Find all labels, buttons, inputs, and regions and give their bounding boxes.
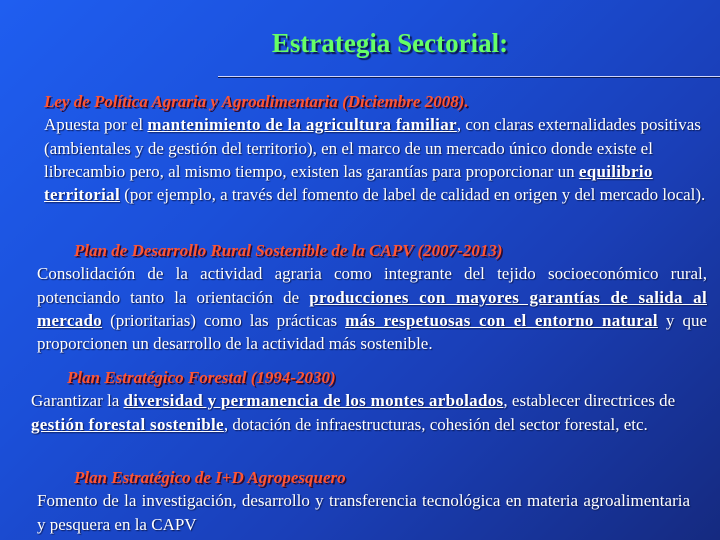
section-heading: Ley de Política Agraria y Agroalimentaria (Diciembre 2008).: [44, 92, 469, 111]
section-plan-idi-agropesquero: [37, 466, 690, 536]
section-body: [37, 262, 707, 355]
body-text: , dotación de infraestructuras, cohesión del sector forestal, etc.: [223, 414, 648, 434]
emphasis-text: diversidad y permanencia de los montes arbolados: [123, 391, 504, 411]
section-plan-desarrollo-rural: [37, 239, 707, 355]
body-text: , con claras externalidades positivas (ambientales y de gestión del territorio), en el marco de un mercado único donde existe el librecambio pero, al mismo tiempo, existen las garantías para proporcionar un: [44, 115, 701, 181]
emphasis-text: equilibrio territorial: [44, 161, 653, 205]
body-text: Garantizar la: [31, 391, 124, 411]
emphasis-text: más respetuosas con el entorno natural: [345, 310, 658, 330]
section-body: [37, 489, 690, 536]
body-text: (prioritarias) como las prácticas: [102, 310, 346, 330]
body-text: , establecer directrices de: [503, 391, 676, 411]
section-plan-forestal: [31, 366, 707, 436]
body-text: Fomento de la investigación, desarrollo y transferencia tecnológica en materia agroalimentaria y pesquera en la CAPV: [37, 491, 690, 534]
section-heading: Plan Estratégico Forestal (1994-2030): [67, 368, 336, 387]
section-body: [31, 389, 707, 436]
emphasis-text: mantenimiento de la agricultura familiar: [147, 115, 457, 135]
emphasis-text: producciones con mayores garantías de salida al mercado: [37, 287, 708, 330]
body-text: (por ejemplo, a través del fomento de label de calidad en origen y del mercado local).: [119, 185, 706, 205]
body-text: Apuesta por el: [44, 115, 148, 135]
slide-title: Estrategia Sectorial:: [271, 28, 509, 58]
body-text: y que proporcionen un desarrollo de la actividad más sostenible.: [37, 310, 707, 354]
section-heading: Plan Estratégico de I+D Agropesquero: [74, 468, 346, 487]
body-text: Consolidación de la actividad agraria como integrante del tejido socioeconómico rural, potenciando tanto la orientación de: [37, 264, 707, 307]
title-divider: [218, 76, 720, 78]
emphasis-text: gestión forestal sostenible: [31, 414, 224, 434]
section-ley-politica-agraria: [44, 90, 708, 206]
section-body: [44, 113, 708, 206]
section-heading: Plan de Desarrollo Rural Sostenible de la CAPV (2007-2013): [74, 241, 503, 260]
